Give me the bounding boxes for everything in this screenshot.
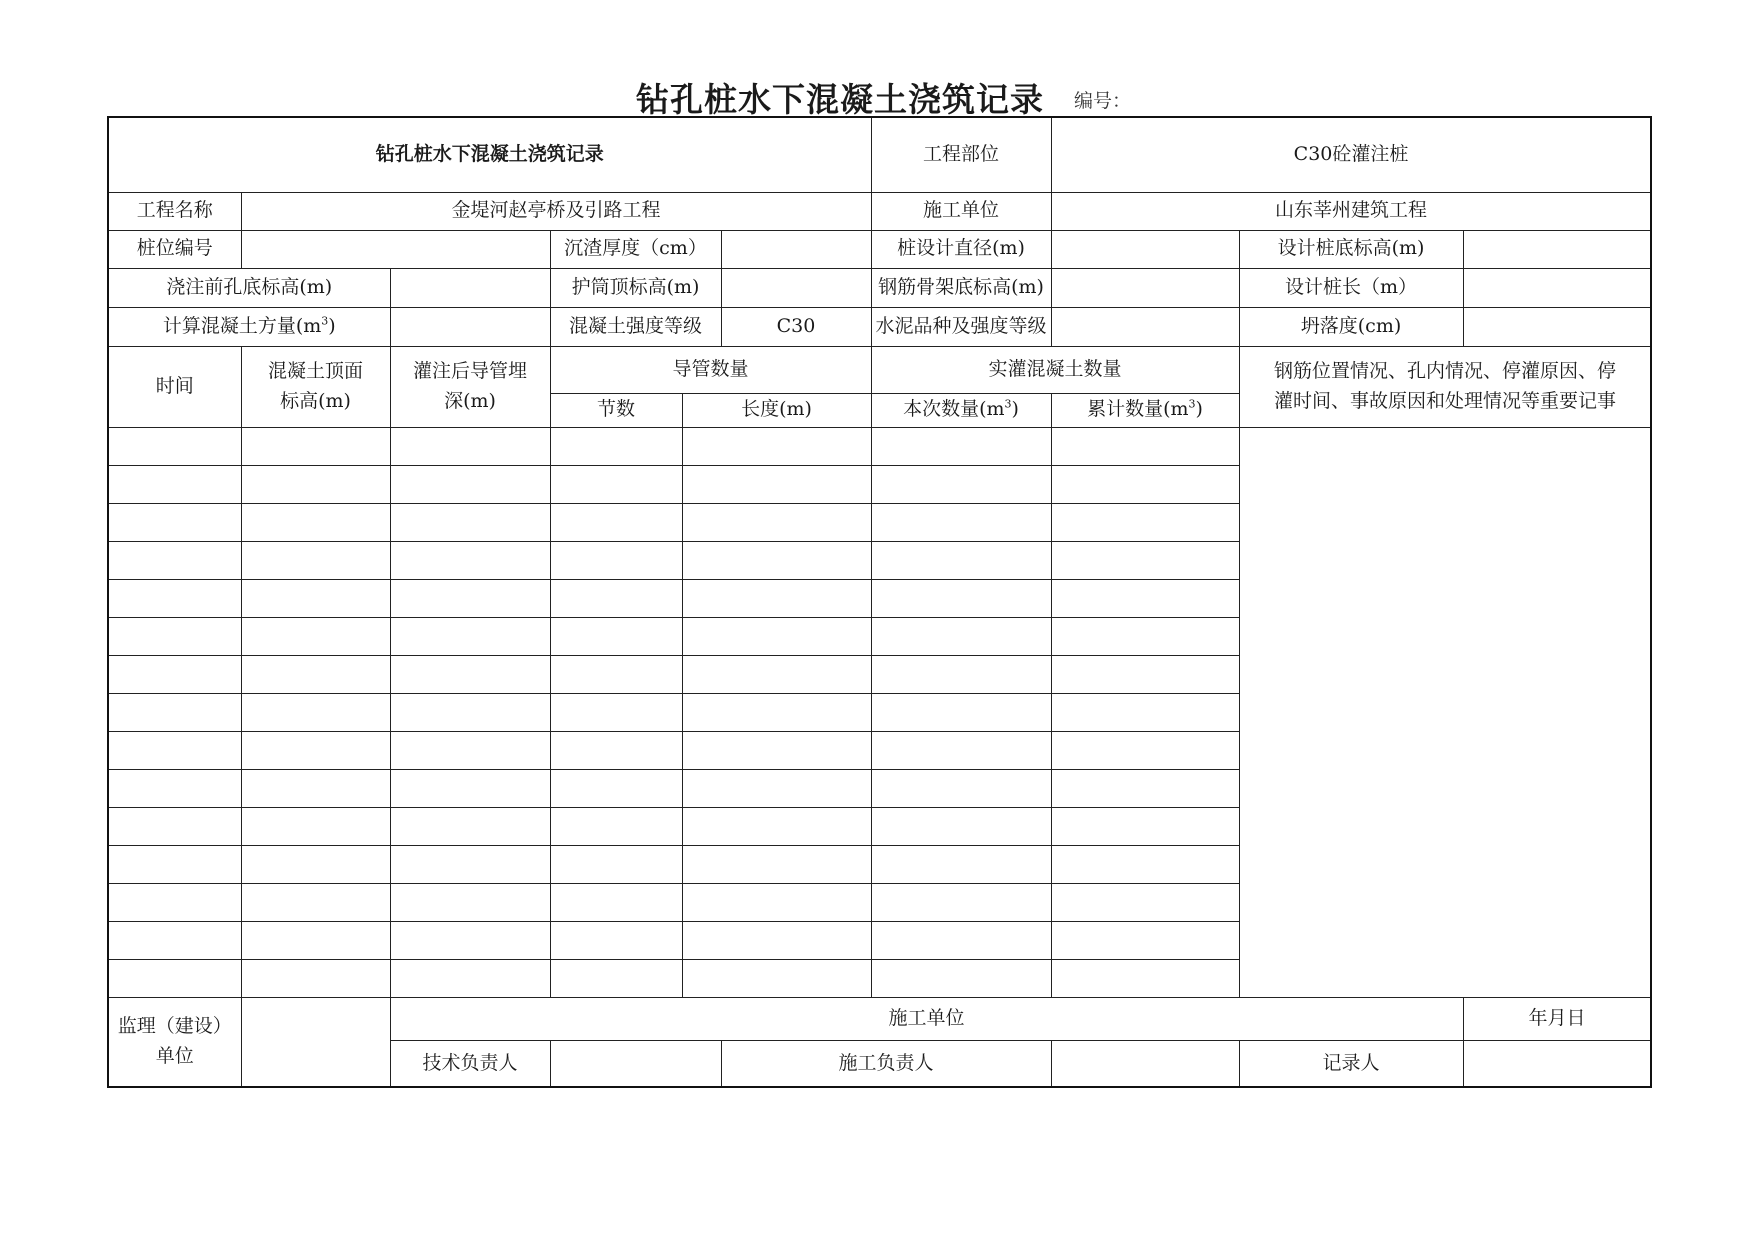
cell-time[interactable] xyxy=(108,807,241,845)
col-length-header: 长度(m) xyxy=(682,393,871,427)
supervisor-signature[interactable] xyxy=(241,997,390,1087)
cell-length[interactable] xyxy=(682,579,871,617)
col-actual-qty-header: 实灌混凝土数量 xyxy=(871,346,1239,393)
recorder-label: 记录人 xyxy=(1239,1040,1463,1087)
cell-top-elev[interactable] xyxy=(241,921,390,959)
cell-sections[interactable] xyxy=(550,541,682,579)
cell-top-elev[interactable] xyxy=(241,769,390,807)
concrete-grade-label: 混凝土强度等级 xyxy=(550,307,721,346)
header-row-pile xyxy=(108,230,1651,268)
cell-this-qty[interactable] xyxy=(871,883,1051,921)
cell-top-elev[interactable] xyxy=(241,693,390,731)
cell-this-qty[interactable] xyxy=(871,807,1051,845)
cell-time[interactable] xyxy=(108,883,241,921)
cell-length[interactable] xyxy=(682,465,871,503)
design-pile-length-label: 设计桩长（m） xyxy=(1239,268,1463,307)
cell-length[interactable] xyxy=(682,959,871,997)
cell-cum-qty[interactable] xyxy=(1051,693,1239,731)
cell-top-elev[interactable] xyxy=(241,807,390,845)
footer-row-1 xyxy=(108,997,1651,1040)
cell-this-qty[interactable] xyxy=(871,921,1051,959)
cell-top-elev[interactable] xyxy=(241,883,390,921)
cell-sections[interactable] xyxy=(550,503,682,541)
cell-depth[interactable] xyxy=(390,427,550,465)
cell-sections[interactable] xyxy=(550,655,682,693)
cell-depth[interactable] xyxy=(390,655,550,693)
cell-top-elev[interactable] xyxy=(241,503,390,541)
header-row-elevations xyxy=(108,268,1651,307)
pile-no-label: 桩位编号 xyxy=(108,230,241,268)
cell-length[interactable] xyxy=(682,655,871,693)
cell-sections[interactable] xyxy=(550,769,682,807)
col-notes-header: 钢筋位置情况、孔内情况、停灌原因、停 灌时间、事故原因和处理情况等重要记事 xyxy=(1239,346,1651,427)
recorder-signature[interactable] xyxy=(1463,1040,1651,1087)
cell-length[interactable] xyxy=(682,845,871,883)
cell-sections[interactable] xyxy=(550,579,682,617)
cell-this-qty[interactable] xyxy=(871,541,1051,579)
cell-depth[interactable] xyxy=(390,731,550,769)
cell-length[interactable] xyxy=(682,883,871,921)
cell-length[interactable] xyxy=(682,503,871,541)
cell-depth[interactable] xyxy=(390,693,550,731)
cell-time[interactable] xyxy=(108,693,241,731)
hole-bottom-elev-value[interactable] xyxy=(390,268,550,307)
cell-cum-qty[interactable] xyxy=(1051,883,1239,921)
cell-top-elev[interactable] xyxy=(241,655,390,693)
document-title: 钻孔桩水下混凝土浇筑记录 xyxy=(636,80,1044,119)
calc-volume-label: 计算混凝土方量$(m^3)$ xyxy=(108,307,390,346)
cell-depth[interactable] xyxy=(390,845,550,883)
cell-depth[interactable] xyxy=(390,959,550,997)
pile-design-diameter-value[interactable] xyxy=(1051,230,1239,268)
cell-this-qty[interactable] xyxy=(871,655,1051,693)
cell-cum-qty[interactable] xyxy=(1051,465,1239,503)
cell-depth[interactable] xyxy=(390,807,550,845)
cell-top-elev[interactable] xyxy=(241,541,390,579)
cell-sections[interactable] xyxy=(550,959,682,997)
serial-number-label: 编号： xyxy=(1074,90,1132,112)
table-row xyxy=(108,427,1651,465)
cell-this-qty[interactable] xyxy=(871,617,1051,655)
tech-lead-signature[interactable] xyxy=(550,1040,721,1087)
project-name-label: 工程名称 xyxy=(108,192,241,230)
hole-bottom-elev-label: 浇注前孔底标高(m) xyxy=(108,268,390,307)
cell-length[interactable] xyxy=(682,693,871,731)
cell-this-qty[interactable] xyxy=(871,693,1051,731)
site-lead-signature[interactable] xyxy=(1051,1040,1239,1087)
cell-this-qty[interactable] xyxy=(871,465,1051,503)
cell-length[interactable] xyxy=(682,807,871,845)
cell-top-elev[interactable] xyxy=(241,731,390,769)
notes-area[interactable] xyxy=(1239,427,1651,997)
cell-top-elev[interactable] xyxy=(241,617,390,655)
cell-this-qty[interactable] xyxy=(871,845,1051,883)
cell-length[interactable] xyxy=(682,769,871,807)
construction-unit-value[interactable]: 山东莘州建筑工程 xyxy=(1051,192,1651,230)
cell-length[interactable] xyxy=(682,541,871,579)
column-header-row-1 xyxy=(108,346,1651,393)
slump-label: 坍落度(cm) xyxy=(1239,307,1463,346)
col-pipe-qty-header: 导管数量 xyxy=(550,346,871,393)
cell-sections[interactable] xyxy=(550,845,682,883)
cell-sections[interactable] xyxy=(550,617,682,655)
cell-sections[interactable] xyxy=(550,693,682,731)
design-pile-length-value[interactable] xyxy=(1463,268,1651,307)
cement-grade-label: 水泥品种及强度等级 xyxy=(871,307,1051,346)
cell-time[interactable] xyxy=(108,541,241,579)
cell-time[interactable] xyxy=(108,617,241,655)
cell-depth[interactable] xyxy=(390,883,550,921)
cell-time[interactable] xyxy=(108,427,241,465)
cell-cum-qty[interactable] xyxy=(1051,579,1239,617)
cell-this-qty[interactable] xyxy=(871,769,1051,807)
design-pile-bottom-value[interactable] xyxy=(1463,230,1651,268)
col-time-header: 时间 xyxy=(108,346,241,427)
cell-time[interactable] xyxy=(108,959,241,997)
cage-bottom-elev-value[interactable] xyxy=(1051,268,1239,307)
cell-top-elev[interactable] xyxy=(241,959,390,997)
cell-top-elev[interactable] xyxy=(241,845,390,883)
concrete-grade-value[interactable]: C30 xyxy=(721,307,871,346)
site-lead-label: 施工负责人 xyxy=(721,1040,1051,1087)
cell-depth[interactable] xyxy=(390,465,550,503)
header-row-concrete xyxy=(108,307,1651,346)
construction-unit-label: 施工单位 xyxy=(871,192,1051,230)
supervisor-unit-label: 监理（建设） 单位 xyxy=(108,997,241,1087)
pile-pouring-record-table xyxy=(107,116,1652,1088)
cell-this-qty[interactable] xyxy=(871,427,1051,465)
design-pile-bottom-label: 设计桩底标高(m) xyxy=(1239,230,1463,268)
cell-depth[interactable] xyxy=(390,769,550,807)
cell-length[interactable] xyxy=(682,731,871,769)
project-part-label: 工程部位 xyxy=(871,117,1051,192)
col-sections-header: 节数 xyxy=(550,393,682,427)
cell-cum-qty[interactable] xyxy=(1051,769,1239,807)
footer-construction-unit-label: 施工单位 xyxy=(390,997,1463,1040)
col-top-elev-header: 混凝土顶面 标高(m) xyxy=(241,346,390,427)
casing-top-elev-label: 护筒顶标高(m) xyxy=(550,268,721,307)
casing-top-elev-value[interactable] xyxy=(721,268,871,307)
cell-sections[interactable] xyxy=(550,465,682,503)
inner-title: 钻孔桩水下混凝土浇筑记录 xyxy=(108,117,871,192)
cell-sections[interactable] xyxy=(550,427,682,465)
cell-cum-qty[interactable] xyxy=(1051,617,1239,655)
cell-sections[interactable] xyxy=(550,731,682,769)
cell-time[interactable] xyxy=(108,503,241,541)
sediment-thickness-value[interactable] xyxy=(721,230,871,268)
cell-time[interactable] xyxy=(108,465,241,503)
cell-length[interactable] xyxy=(682,427,871,465)
cell-sections[interactable] xyxy=(550,883,682,921)
cell-this-qty[interactable] xyxy=(871,731,1051,769)
pile-design-diameter-label: 桩设计直径(m) xyxy=(871,230,1051,268)
col-cum-qty-header: 累计数量$(m^3)$ xyxy=(1051,393,1239,427)
cell-time[interactable] xyxy=(108,845,241,883)
cell-depth[interactable] xyxy=(390,503,550,541)
date-label: 年月日 xyxy=(1463,997,1651,1040)
cell-time[interactable] xyxy=(108,579,241,617)
calc-volume-value[interactable] xyxy=(390,307,550,346)
document-header xyxy=(0,70,1754,120)
cell-cum-qty[interactable] xyxy=(1051,807,1239,845)
project-part-value[interactable]: C30砼灌注桩 xyxy=(1051,117,1651,192)
cell-cum-qty[interactable] xyxy=(1051,655,1239,693)
header-row-title xyxy=(108,117,1651,192)
cell-this-qty[interactable] xyxy=(871,503,1051,541)
cell-time[interactable] xyxy=(108,731,241,769)
cell-top-elev[interactable] xyxy=(241,427,390,465)
cell-cum-qty[interactable] xyxy=(1051,731,1239,769)
cell-time[interactable] xyxy=(108,769,241,807)
cell-sections[interactable] xyxy=(550,921,682,959)
record-rows xyxy=(108,427,1651,997)
cell-depth[interactable] xyxy=(390,541,550,579)
sediment-thickness-label: 沉渣厚度（cm） xyxy=(550,230,721,268)
cell-time[interactable] xyxy=(108,655,241,693)
cell-this-qty[interactable] xyxy=(871,959,1051,997)
pile-no-value[interactable] xyxy=(241,230,550,268)
tech-lead-label: 技术负责人 xyxy=(390,1040,550,1087)
cell-cum-qty[interactable] xyxy=(1051,541,1239,579)
project-name-value[interactable]: 金堤河赵亭桥及引路工程 xyxy=(241,192,871,230)
cell-depth[interactable] xyxy=(390,921,550,959)
header-row-project xyxy=(108,192,1651,230)
cell-cum-qty[interactable] xyxy=(1051,921,1239,959)
cell-top-elev[interactable] xyxy=(241,465,390,503)
cell-cum-qty[interactable] xyxy=(1051,503,1239,541)
cell-depth[interactable] xyxy=(390,617,550,655)
cell-cum-qty[interactable] xyxy=(1051,427,1239,465)
col-this-qty-header: 本次数量$(m^3)$ xyxy=(871,393,1051,427)
cell-depth[interactable] xyxy=(390,579,550,617)
cement-grade-value[interactable] xyxy=(1051,307,1239,346)
cell-length[interactable] xyxy=(682,921,871,959)
cage-bottom-elev-label: 钢筋骨架底标高(m) xyxy=(871,268,1051,307)
cell-sections[interactable] xyxy=(550,807,682,845)
cell-top-elev[interactable] xyxy=(241,579,390,617)
cell-length[interactable] xyxy=(682,617,871,655)
slump-value[interactable] xyxy=(1463,307,1651,346)
cell-cum-qty[interactable] xyxy=(1051,959,1239,997)
col-depth-header: 灌注后导管埋 深(m) xyxy=(390,346,550,427)
cell-cum-qty[interactable] xyxy=(1051,845,1239,883)
cell-this-qty[interactable] xyxy=(871,579,1051,617)
cell-time[interactable] xyxy=(108,921,241,959)
